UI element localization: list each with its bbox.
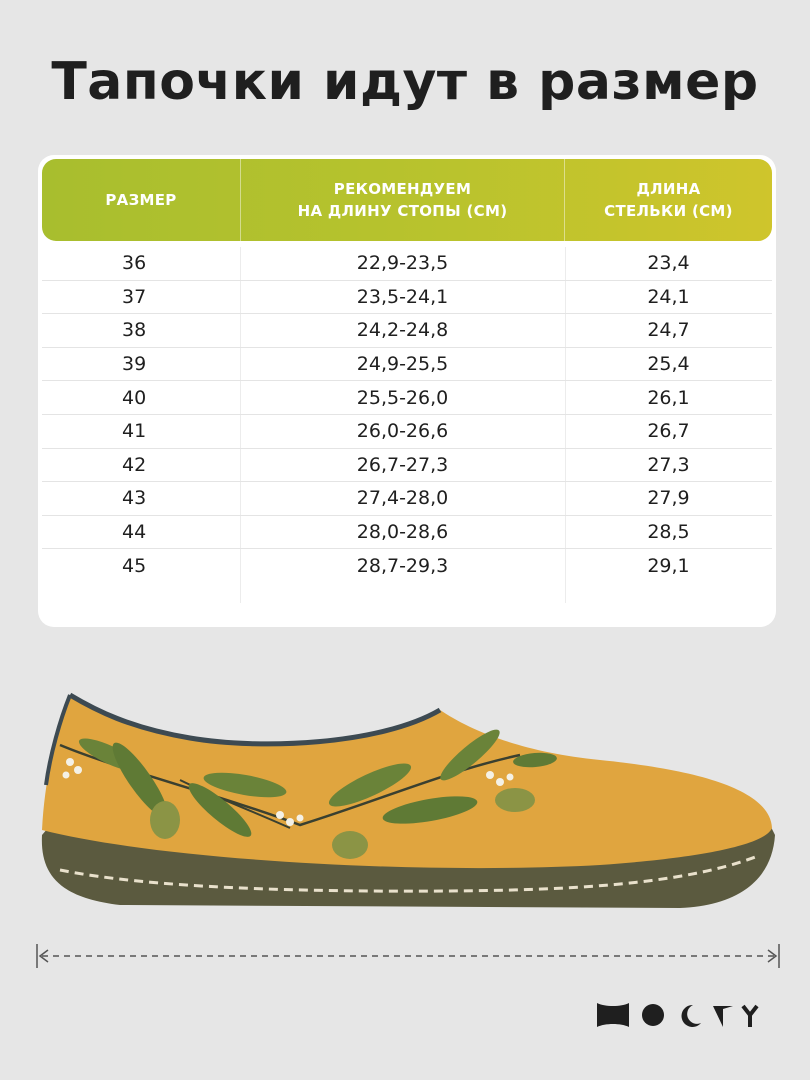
cell-foot: 23,5-24,1 [356,285,449,308]
olive [150,801,180,839]
table-row [42,247,772,281]
cell-size: 43 [122,487,147,510]
logo-glyph-4 [713,1006,733,1027]
table-row [42,348,772,382]
table-row [42,549,772,583]
header-size [42,159,240,241]
cell-size: 44 [122,521,147,544]
cell-size: 36 [122,252,147,275]
cell-size: 38 [122,319,147,342]
cell-insole: 26,1 [647,386,690,409]
cell-insole: 29,1 [647,555,690,578]
table-row [42,482,772,516]
cell-size: 42 [122,453,147,476]
cell-size: 45 [122,555,147,578]
cell-foot: 24,9-25,5 [356,353,449,376]
header-insole-length [565,159,772,241]
cell-size: 39 [122,353,147,376]
cell-foot: 25,5-26,0 [356,386,449,409]
logo-glyph-1 [597,1003,629,1027]
cell-foot: 26,0-26,6 [356,420,449,443]
cell-insole: 25,4 [647,353,690,376]
olive [495,788,535,812]
cell-insole: 23,4 [647,252,690,275]
table-header [42,159,772,241]
olive [332,831,368,859]
cell-foot: 26,7-27,3 [356,453,449,476]
table-body [42,247,772,583]
table-row [42,281,772,315]
table-row [42,381,772,415]
header-insole-line-2: СТЕЛЬКИ (СМ) [604,202,733,220]
logo-glyph-3 [682,1005,701,1027]
header-foot-length [240,159,565,241]
cell-foot: 28,0-28,6 [356,521,449,544]
brand-logo [595,997,770,1033]
cell-insole: 27,9 [647,487,690,510]
cell-insole: 24,1 [647,285,690,308]
measure-arrow-icon [37,944,779,968]
cell-size: 41 [122,420,147,443]
table-row [42,314,772,348]
slipper-illustration [0,660,810,980]
cell-insole: 28,5 [647,521,690,544]
page-title: Тапочки идут в размер [51,52,759,112]
logo-glyph-2 [642,1004,664,1026]
cell-foot: 22,9-23,5 [356,252,449,275]
cell-insole: 24,7 [647,319,690,342]
cell-foot: 28,7-29,3 [356,555,449,578]
header-foot-line-2: НА ДЛИНУ СТОПЫ (СМ) [297,202,508,220]
table-row [42,516,772,550]
table-row [42,449,772,483]
cell-insole: 26,7 [647,420,690,443]
header-foot-line-1: РЕКОМЕНДУЕМ [333,180,472,198]
cell-foot: 27,4-28,0 [356,487,449,510]
cell-insole: 27,3 [647,453,690,476]
logo-glyph-5 [743,1006,757,1027]
table-row [42,415,772,449]
cell-foot: 24,2-24,8 [356,319,449,342]
header-size-line-1: РАЗМЕР [105,191,177,209]
cell-size: 40 [122,386,147,409]
size-table-card [38,155,776,627]
header-insole-line-1: ДЛИНА [636,180,701,198]
cell-size: 37 [122,285,147,308]
